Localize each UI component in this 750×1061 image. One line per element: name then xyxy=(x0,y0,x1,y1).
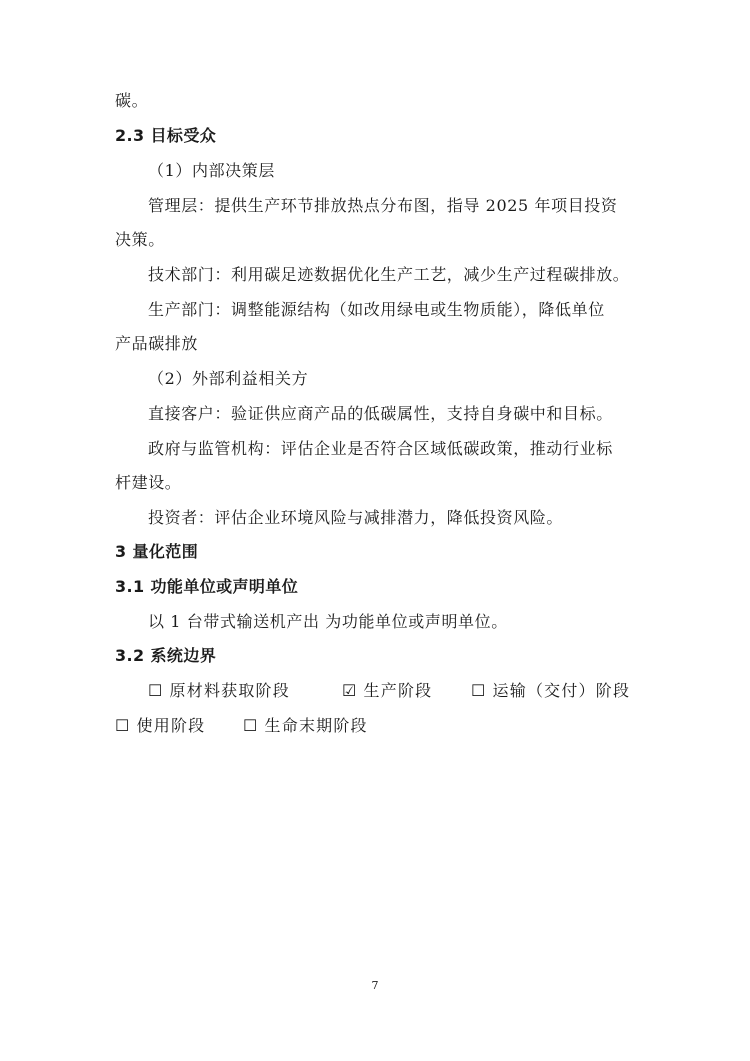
checkbox-unchecked-icon: ☐ xyxy=(115,716,131,735)
checkbox-unchecked-icon: ☐ xyxy=(471,681,487,700)
paragraph-management: 管理层：提供生产环节排放热点分布图，指导 2025 年项目投资 xyxy=(148,196,618,215)
boundary-label: 原材料获取阶段 xyxy=(169,681,290,700)
boundary-option-raw-materials xyxy=(148,681,290,701)
checkbox-checked-icon: ☑ xyxy=(342,681,358,700)
paragraph-government: 政府与监管机构：评估企业是否符合区域低碳政策，推动行业标 xyxy=(148,439,613,458)
page-number: 7 xyxy=(371,979,379,992)
boundary-option-transport xyxy=(471,681,630,701)
checkbox-unchecked-icon: ☐ xyxy=(148,681,164,700)
paragraph-direct-customers: 直接客户：验证供应商产品的低碳属性，支持自身碳中和目标。 xyxy=(148,404,613,423)
heading-3-1-functional-unit: 3.1 功能单位或声明单位 xyxy=(115,577,299,596)
heading-2-3-target-audience: 2.3 目标受众 xyxy=(115,126,217,145)
boundary-label: 生产阶段 xyxy=(363,681,433,700)
paragraph-tech-dept: 技术部门：利用碳足迹数据优化生产工艺，减少生产过程碳排放。 xyxy=(148,265,630,284)
paragraph-investors: 投资者：评估企业环境风险与减排潜力，降低投资风险。 xyxy=(148,508,564,527)
checkbox-unchecked-icon: ☐ xyxy=(243,716,259,735)
paragraph-production-dept: 生产部门：调整能源结构（如改用绿电或生物质能），降低单位 xyxy=(148,300,605,319)
subheading-external-stakeholders: （2）外部利益相关方 xyxy=(148,369,309,388)
paragraph-continuation: 碳。 xyxy=(115,91,149,110)
paragraph-government-cont: 杆建设。 xyxy=(115,473,182,492)
boundary-option-use xyxy=(115,716,205,736)
heading-3-2-system-boundary: 3.2 系统边界 xyxy=(115,646,217,665)
boundary-label: 运输（交付）阶段 xyxy=(492,681,631,700)
boundary-option-end-of-life xyxy=(243,716,368,736)
subheading-internal-decision: （1）内部决策层 xyxy=(148,161,275,180)
paragraph-functional-unit: 以 1 台带式输送机产出 为功能单位或声明单位。 xyxy=(148,612,508,631)
paragraph-management-cont: 决策。 xyxy=(115,230,165,249)
boundary-label: 使用阶段 xyxy=(136,716,206,735)
paragraph-production-dept-cont: 产品碳排放 xyxy=(115,334,199,353)
boundary-option-production xyxy=(342,681,432,701)
boundary-label: 生命末期阶段 xyxy=(264,716,368,735)
heading-3-quantification-scope: 3 量化范围 xyxy=(115,542,199,561)
